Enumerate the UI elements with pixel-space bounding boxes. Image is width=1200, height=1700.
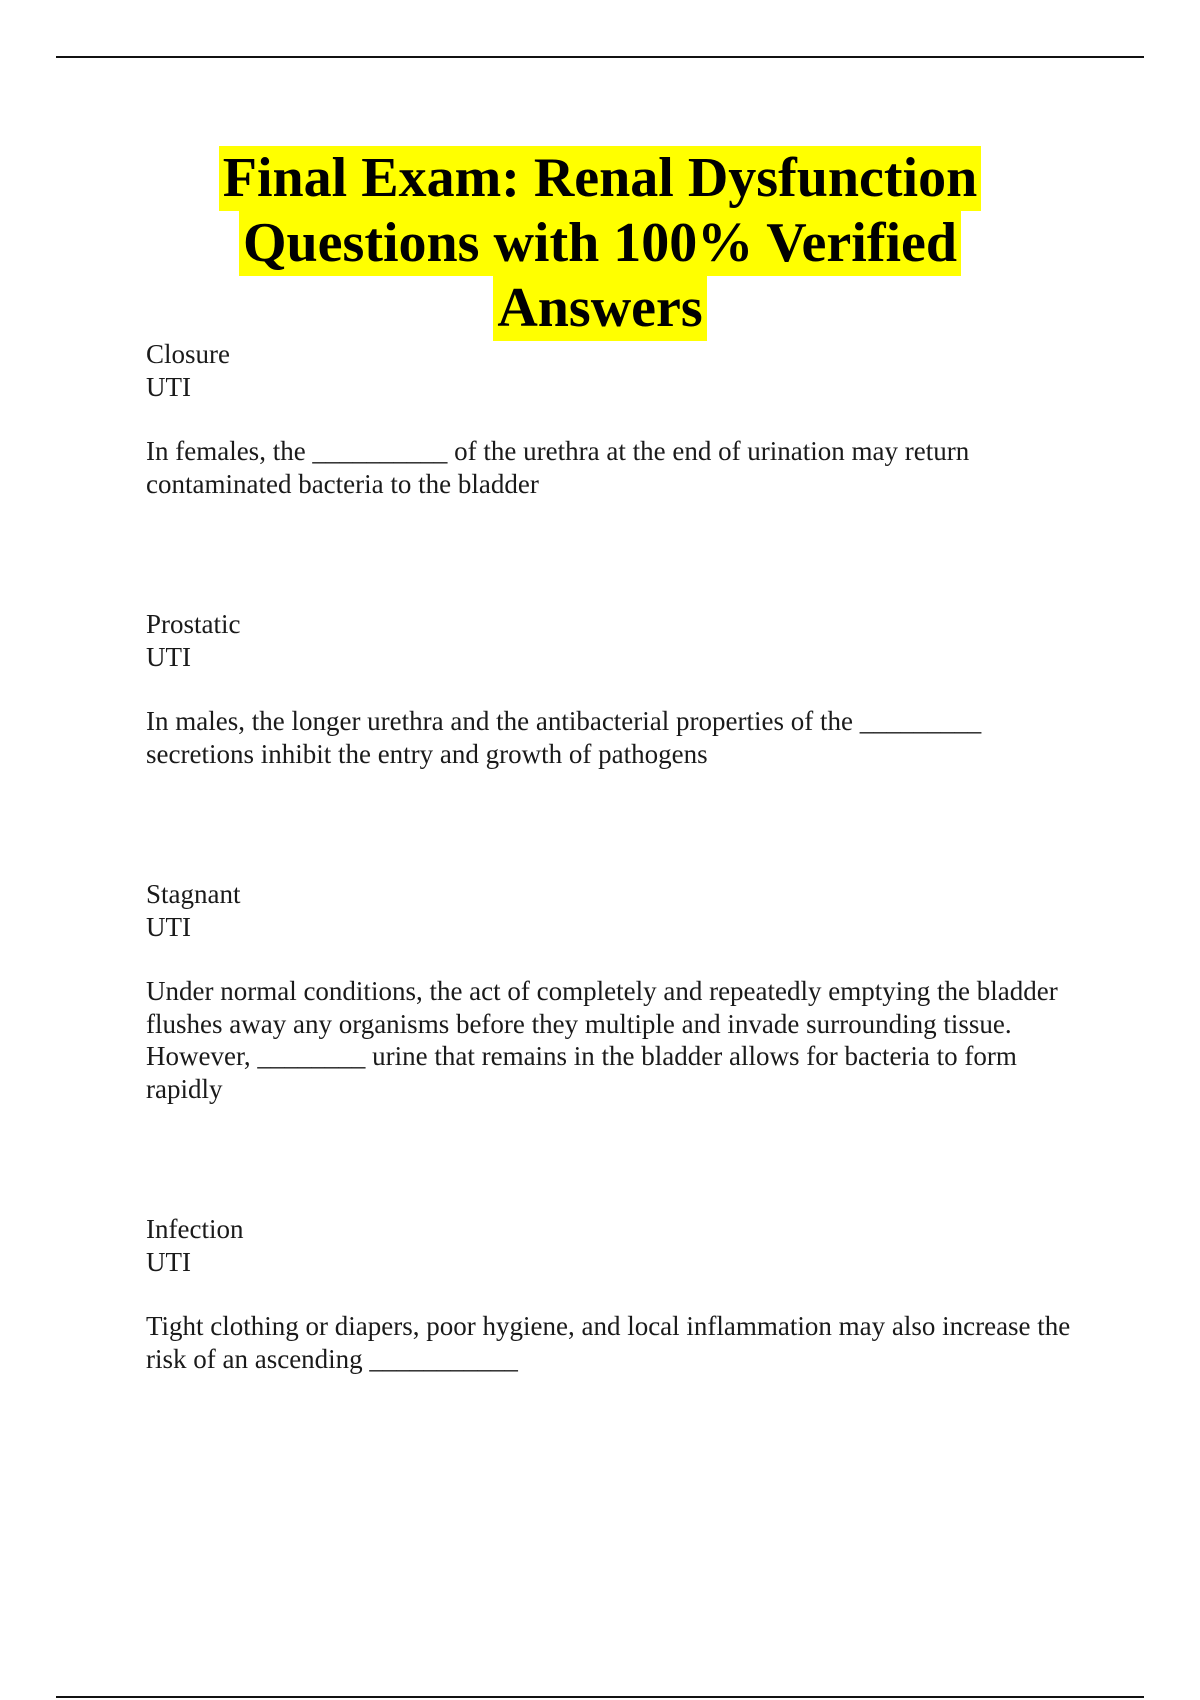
qa-item xyxy=(146,608,1086,770)
question-text: In males, the longer urethra and the antibacterial properties of the _________ secretions inhibit the entry and growth of pathogens xyxy=(146,706,982,769)
answer-text: Infection xyxy=(146,1214,244,1244)
answer-text: Stagnant xyxy=(146,879,241,909)
question-text: Under normal conditions, the act of completely and repeatedly emptying the bladder flushes away any organisms before they multiple and invade surrounding tissue. However, ________ urine that remains in the bladder allows for bacteria to form rapidly xyxy=(146,976,1058,1104)
document-title xyxy=(120,146,1080,341)
category-text: UTI xyxy=(146,371,191,402)
category-text: UTI xyxy=(146,911,191,942)
category-text: UTI xyxy=(146,1246,191,1277)
question-text: Tight clothing or diapers, poor hygiene, and local inflammation may also increase the risk of an ascending ___________ xyxy=(146,1311,1071,1374)
title-line: Answers xyxy=(493,276,706,341)
bottom-rule xyxy=(56,1696,1144,1698)
answer-text: Closure xyxy=(146,339,230,369)
answer-text: Prostatic xyxy=(146,609,241,639)
title-line: Questions with 100% Verified xyxy=(239,211,961,276)
top-rule xyxy=(56,56,1144,58)
category-text: UTI xyxy=(146,641,191,672)
question-text: In females, the __________ of the urethra at the end of urination may return contaminated bacteria to the bladder xyxy=(146,436,970,499)
qa-item xyxy=(146,1213,1086,1375)
title-line: Final Exam: Renal Dysfunction xyxy=(219,146,982,211)
qa-item xyxy=(146,878,1086,1105)
qa-item xyxy=(146,338,1086,500)
qa-list xyxy=(146,338,1086,1375)
